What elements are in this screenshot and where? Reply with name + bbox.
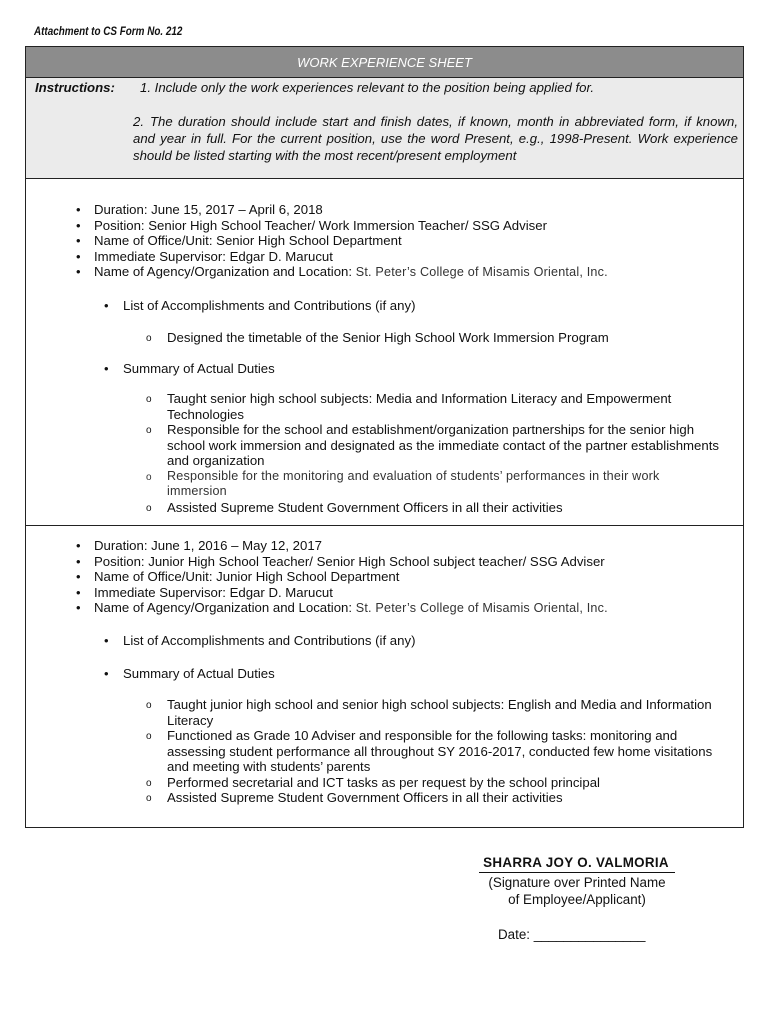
entry-duration: • Duration: June 15, 2017 – April 6, 2018 — [94, 202, 608, 218]
accomplishments-label: • List of Accomplishments and Contributions (if any) — [123, 298, 415, 314]
signatory-name: SHARRA JOY O. VALMORIA — [479, 854, 675, 873]
instruction-item-2 — [133, 113, 738, 164]
instructions-label: Instructions: — [35, 80, 115, 95]
duties-list — [167, 697, 727, 806]
entry-supervisor: • Immediate Supervisor: Edgar D. Marucut — [94, 249, 608, 265]
entry-office: • Name of Office/Unit: Junior High School Department — [94, 569, 608, 585]
entry-details — [94, 202, 608, 281]
date-field: Date: _______________ — [498, 926, 646, 942]
duties-label: • Summary of Actual Duties — [123, 666, 275, 682]
entry-details — [94, 538, 608, 617]
instructions-section — [26, 78, 743, 179]
list-item: o Performed secretarial and ICT tasks as per request by the school principal — [167, 775, 727, 791]
signature-block — [462, 854, 692, 943]
attachment-label: Attachment to CS Form No. 212 — [34, 26, 183, 38]
instruction-item-2-number: 2. — [133, 114, 144, 129]
list-item: o Responsible for the school and establishment/organization partnerships for the senior high school work immersion and designated as the immediate contact of the partner establishments and organization — [167, 422, 722, 469]
accomplishments-list — [167, 330, 727, 346]
entry-position: • Position: Senior High School Teacher/ Work Immersion Teacher/ SSG Adviser — [94, 218, 608, 234]
signature-caption-line-2: of Employee/Applicant) — [508, 892, 646, 907]
list-item: o Assisted Supreme Student Government Officers in all their activities — [167, 500, 722, 516]
entry-agency — [94, 600, 608, 617]
entry-supervisor: • Immediate Supervisor: Edgar D. Marucut — [94, 585, 608, 601]
agency-value: St. Peter’s College of Misamis Oriental, Inc. — [355, 601, 608, 615]
agency-value: St. Peter’s College of Misamis Oriental, Inc. — [355, 265, 608, 279]
list-item: o Responsible for the monitoring and evaluation of students’ performances in their work immersion — [167, 469, 722, 500]
entry-agency — [94, 264, 608, 281]
list-item: o Designed the timetable of the Senior High School Work Immersion Program — [167, 330, 727, 346]
entry-office: • Name of Office/Unit: Senior High School Department — [94, 233, 608, 249]
accomplishments-label: • List of Accomplishments and Contributions (if any) — [123, 633, 415, 649]
duties-label: • Summary of Actual Duties — [123, 361, 275, 377]
list-item: o Taught junior high school and senior high school subjects: English and Media and Information Literacy — [167, 697, 727, 728]
instruction-item-2-text: The duration should include start and finish dates, if known, month in abbreviated form, if known, and year in full. For the current position, use the word Present, e.g., 1998-Present. Work experience should be listed starting with the most recent/present employment — [133, 114, 738, 163]
signature-caption-line-1: (Signature over Printed Name — [488, 874, 666, 890]
duty-text: Functioned as Grade 10 Adviser and responsible for the following tasks: monitoring and assessing student performance all throughout SY 2016-2017, conducted few home visitations and meeting with students’ parents — [167, 728, 713, 774]
work-entry-1 — [26, 179, 743, 526]
entry-duration: • Duration: June 1, 2016 – May 12, 2017 — [94, 538, 608, 554]
list-item: o Taught senior high school subjects: Media and Information Literacy and Empowerment Technologies — [167, 391, 722, 422]
list-item — [167, 728, 727, 775]
work-experience-form — [25, 46, 744, 828]
agency-label: Name of Agency/Organization and Location: — [94, 600, 356, 615]
entry-position: • Position: Junior High School Teacher/ Senior High School subject teacher/ SSG Adviser — [94, 554, 608, 570]
duties-list — [167, 391, 722, 515]
agency-label: Name of Agency/Organization and Location: — [94, 264, 356, 279]
instruction-item-1: 1. Include only the work experiences relevant to the position being applied for. — [140, 80, 595, 95]
list-item: o Assisted Supreme Student Government Officers in all their activities — [167, 790, 727, 806]
form-title: WORK EXPERIENCE SHEET — [26, 47, 743, 78]
work-entry-2 — [26, 526, 743, 826]
